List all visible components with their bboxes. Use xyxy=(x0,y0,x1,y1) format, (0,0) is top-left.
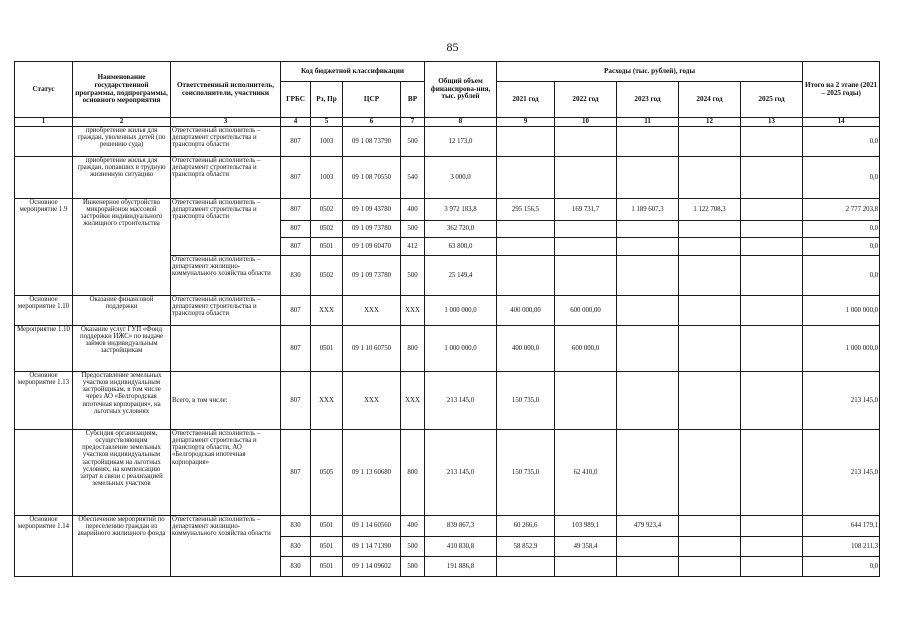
row-itogo: 644 179,1 xyxy=(803,516,880,537)
row-2023 xyxy=(617,557,679,577)
row-2023 xyxy=(617,238,679,256)
row-grbs: 830 xyxy=(281,256,311,296)
row-rzpr: 1003 xyxy=(311,157,343,199)
header-expenses: Расходы (тыс. рублей), годы xyxy=(497,62,803,82)
row-name: Оказание услуг ГУП «Фонд поддержки ИЖС» по выдаче займов индивидуальным застройщикам xyxy=(73,326,171,372)
row-2024 xyxy=(679,256,741,296)
column-number: 14 xyxy=(803,118,880,127)
row-rzpr: 0501 xyxy=(311,537,343,557)
header-grbs: ГРБС xyxy=(281,82,311,118)
row-csr: 09 1 10 60750 xyxy=(343,326,401,372)
row-2024 xyxy=(679,430,741,516)
row-vr: XXX xyxy=(401,296,425,326)
row-2022: 62 410,0 xyxy=(555,430,617,516)
header-2025: 2025 год xyxy=(741,82,803,118)
page-number: 85 xyxy=(446,40,459,54)
row-2023 xyxy=(617,326,679,372)
header-2022: 2022 год xyxy=(555,82,617,118)
row-vr: 400 xyxy=(401,516,425,537)
row-rzpr: XXX xyxy=(311,296,343,326)
row-rzpr: 0501 xyxy=(311,557,343,577)
row-2022: 169 731,7 xyxy=(555,199,617,221)
row-executor xyxy=(171,326,281,372)
row-2022 xyxy=(555,157,617,199)
column-number: 2 xyxy=(73,118,171,127)
row-csr: 09 1 08 73790 xyxy=(343,127,401,157)
row-2024 xyxy=(679,221,741,238)
row-vr: XXX xyxy=(401,372,425,430)
row-2025 xyxy=(741,537,803,557)
row-rzpr: 0502 xyxy=(311,256,343,296)
row-vr: 800 xyxy=(401,326,425,372)
row-vr: 500 xyxy=(401,127,425,157)
row-vr: 400 xyxy=(401,199,425,221)
row-itogo: 0,0 xyxy=(803,557,880,577)
row-2022 xyxy=(555,238,617,256)
row-2025 xyxy=(741,199,803,221)
row-total: 213 145,0 xyxy=(425,372,497,430)
table-row xyxy=(15,199,880,221)
column-number: 8 xyxy=(425,118,497,127)
row-2025 xyxy=(741,430,803,516)
header-rzpr: Рз, Пр xyxy=(311,82,343,118)
row-vr: 500 xyxy=(401,256,425,296)
row-grbs: 807 xyxy=(281,372,311,430)
row-csr: XXX xyxy=(343,296,401,326)
row-grbs: 830 xyxy=(281,557,311,577)
row-2023 xyxy=(617,157,679,199)
header-total-volume: Общий объем финансирова-ния, тыс. рублей xyxy=(425,62,497,118)
column-number: 4 xyxy=(281,118,311,127)
row-status: Основное мероприятие 1.10 xyxy=(15,296,73,326)
row-name: приобретение жилья для граждан, попавших в трудную жизненную ситуацию xyxy=(73,157,171,199)
row-itogo: 0,0 xyxy=(803,157,880,199)
column-numbers-row xyxy=(15,118,880,127)
row-total: 410 830,8 xyxy=(425,537,497,557)
row-2022 xyxy=(555,221,617,238)
row-vr: 800 xyxy=(401,430,425,516)
row-csr: 09 1 13 60680 xyxy=(343,430,401,516)
header-2023: 2023 год xyxy=(617,82,679,118)
row-2022 xyxy=(555,372,617,430)
row-2021 xyxy=(497,157,555,199)
row-executor: Ответственный исполнитель – департамент строительства и транспорта области xyxy=(171,157,281,199)
column-number: 7 xyxy=(401,118,425,127)
row-itogo: 1 000 000,0 xyxy=(803,296,880,326)
row-total: 63 800,0 xyxy=(425,238,497,256)
row-2025 xyxy=(741,557,803,577)
row-csr: 09 1 09 43780 xyxy=(343,199,401,221)
row-2023: 1 189 607,3 xyxy=(617,199,679,221)
row-2021: 58 852,9 xyxy=(497,537,555,557)
row-grbs: 807 xyxy=(281,199,311,221)
row-2021: 400 000,0 xyxy=(497,326,555,372)
row-2025 xyxy=(741,127,803,157)
row-2022: 49 358,4 xyxy=(555,537,617,557)
header-2024: 2024 год xyxy=(679,82,741,118)
row-name: приобретение жилья для граждан, уволенных детей (по решению суда) xyxy=(73,127,171,157)
row-2021 xyxy=(497,256,555,296)
row-2023 xyxy=(617,127,679,157)
row-itogo: 213 145,0 xyxy=(803,372,880,430)
row-grbs: 830 xyxy=(281,537,311,557)
row-2021: 400 000,00 xyxy=(497,296,555,326)
row-status xyxy=(15,430,73,516)
row-status: Основное мероприятие 1.13 xyxy=(15,372,73,430)
row-name: Субсидия организациям, осуществляющим предоставление земельных участков индивидуальным застройщикам на льготных условиях, на компенсацию затрат в связи с реализацией земельных участков xyxy=(73,430,171,516)
row-grbs: 807 xyxy=(281,326,311,372)
row-total: 191 886,8 xyxy=(425,557,497,577)
row-grbs: 807 xyxy=(281,221,311,238)
row-2024 xyxy=(679,238,741,256)
row-itogo: 0,0 xyxy=(803,221,880,238)
row-executor: Ответственный исполнитель – департамент строительства и транспорта области xyxy=(171,199,281,256)
row-2023 xyxy=(617,296,679,326)
row-rzpr: 0501 xyxy=(311,238,343,256)
row-2021: 150 735,0 xyxy=(497,372,555,430)
row-total: 25 149,4 xyxy=(425,256,497,296)
row-total: 12 173,0 xyxy=(425,127,497,157)
row-grbs: 807 xyxy=(281,157,311,199)
row-2023 xyxy=(617,430,679,516)
table-row xyxy=(15,516,880,537)
row-2024 xyxy=(679,537,741,557)
row-2022 xyxy=(555,557,617,577)
row-rzpr: 0505 xyxy=(311,430,343,516)
column-number: 10 xyxy=(555,118,617,127)
row-csr: 09 1 09 60470 xyxy=(343,238,401,256)
row-rzpr: 1003 xyxy=(311,127,343,157)
column-number: 3 xyxy=(171,118,281,127)
row-rzpr: 0501 xyxy=(311,326,343,372)
row-2025 xyxy=(741,221,803,238)
row-2024 xyxy=(679,157,741,199)
header-status: Статус xyxy=(15,62,73,118)
row-executor: Ответственный исполнитель – департамент строительства и транспорта области xyxy=(171,296,281,326)
column-number: 12 xyxy=(679,118,741,127)
table-row xyxy=(15,127,880,157)
row-total: 213 145,0 xyxy=(425,430,497,516)
row-2023 xyxy=(617,221,679,238)
row-rzpr: 0502 xyxy=(311,221,343,238)
header-name: Наименование государственной программы, подпрограммы, основного мероприятия xyxy=(73,62,171,118)
row-csr: XXX xyxy=(343,372,401,430)
row-total: 1 000 000,0 xyxy=(425,326,497,372)
row-2021: 60 266,6 xyxy=(497,516,555,537)
row-2025 xyxy=(741,256,803,296)
row-executor: Ответственный исполнитель – департамент жилищно-коммунального хозяйства области xyxy=(171,256,281,296)
column-number: 13 xyxy=(741,118,803,127)
table-row xyxy=(15,326,880,372)
row-itogo: 0,0 xyxy=(803,127,880,157)
row-vr: 540 xyxy=(401,157,425,199)
row-2023: 479 923,4 xyxy=(617,516,679,537)
row-rzpr: XXX xyxy=(311,372,343,430)
row-2025 xyxy=(741,238,803,256)
row-2022: 600 000,0 xyxy=(555,326,617,372)
row-2021 xyxy=(497,238,555,256)
row-vr: 500 xyxy=(401,557,425,577)
row-2022: 600 000,00 xyxy=(555,296,617,326)
row-executor: Ответственный исполнитель – департамент строительства и транспорта области, АО «Белгородская ипотечная корпорация» xyxy=(171,430,281,516)
row-grbs: 807 xyxy=(281,430,311,516)
header-executor: Ответственный исполнитель, соисполнители, участники xyxy=(171,62,281,118)
row-csr: 09 1 08 70550 xyxy=(343,157,401,199)
row-2024: 1 122 708,3 xyxy=(679,199,741,221)
row-csr: 09 1 14 71390 xyxy=(343,537,401,557)
row-grbs: 807 xyxy=(281,296,311,326)
row-2025 xyxy=(741,372,803,430)
row-itogo: 2 777 203,8 xyxy=(803,199,880,221)
budget-table xyxy=(14,61,880,577)
table-row xyxy=(15,430,880,516)
row-2024 xyxy=(679,127,741,157)
column-number: 6 xyxy=(343,118,401,127)
header-csr: ЦСР xyxy=(343,82,401,118)
table-row xyxy=(15,372,880,430)
row-csr: 09 1 14 60560 xyxy=(343,516,401,537)
row-2021 xyxy=(497,221,555,238)
row-2023 xyxy=(617,537,679,557)
row-name: Инженерное обустройство микрорайонов массовой застройки индивидуального жилищного строительства xyxy=(73,199,171,296)
row-2024 xyxy=(679,326,741,372)
row-grbs: 807 xyxy=(281,127,311,157)
row-executor: Ответственный исполнитель – департамент строительства и транспорта области xyxy=(171,127,281,157)
row-2024 xyxy=(679,516,741,537)
row-vr: 500 xyxy=(401,221,425,238)
row-rzpr: 0502 xyxy=(311,199,343,221)
row-executor: Ответственный исполнитель – департамент жилищно-коммунального хозяйства области xyxy=(171,516,281,577)
row-2024 xyxy=(679,372,741,430)
row-2025 xyxy=(741,516,803,537)
row-status: Основное мероприятие 1.14 xyxy=(15,516,73,577)
row-name: Оказание финансовой поддержки xyxy=(73,296,171,326)
table-row xyxy=(15,296,880,326)
row-status: Мероприятие 1.10 xyxy=(15,326,73,372)
row-total: 362 720,0 xyxy=(425,221,497,238)
row-2022 xyxy=(555,127,617,157)
header-2021: 2021 год xyxy=(497,82,555,118)
row-name: Предоставление земельных участков индивидуальным застройщикам, в том числе через АО «Белгородская ипотечная корпорация», на льготных условиях xyxy=(73,372,171,430)
row-vr: 412 xyxy=(401,238,425,256)
column-number: 11 xyxy=(617,118,679,127)
row-executor: Всего, в том числе: xyxy=(171,372,281,430)
row-grbs: 830 xyxy=(281,516,311,537)
row-2025 xyxy=(741,326,803,372)
column-number: 9 xyxy=(497,118,555,127)
row-2024 xyxy=(679,557,741,577)
row-2021: 295 156,5 xyxy=(497,199,555,221)
row-itogo: 1 000 000,0 xyxy=(803,326,880,372)
row-total: 839 867,3 xyxy=(425,516,497,537)
row-itogo: 0,0 xyxy=(803,256,880,296)
column-number: 5 xyxy=(311,118,343,127)
row-itogo: 108 211,3 xyxy=(803,537,880,557)
row-status: Основное мероприятие 1.9 xyxy=(15,199,73,296)
column-number: 1 xyxy=(15,118,73,127)
row-2022: 103 989,1 xyxy=(555,516,617,537)
row-2023 xyxy=(617,256,679,296)
row-2021 xyxy=(497,557,555,577)
row-status xyxy=(15,157,73,199)
row-name: Обеспечение мероприятий по переселению граждан из аварийного жилищного фонда xyxy=(73,516,171,577)
row-total: 3 000,0 xyxy=(425,157,497,199)
row-2024 xyxy=(679,296,741,326)
header-vr: ВР xyxy=(401,82,425,118)
row-2022 xyxy=(555,256,617,296)
row-2021: 150 735,0 xyxy=(497,430,555,516)
row-csr: 09 1 09 73780 xyxy=(343,221,401,238)
row-rzpr: 0501 xyxy=(311,516,343,537)
row-total: 3 972 183,8 xyxy=(425,199,497,221)
row-2023 xyxy=(617,372,679,430)
header-kbk: Код бюджетной классификации xyxy=(281,62,425,82)
row-vr: 500 xyxy=(401,537,425,557)
row-itogo: 0,0 xyxy=(803,238,880,256)
row-2021 xyxy=(497,127,555,157)
row-grbs: 807 xyxy=(281,238,311,256)
table-row xyxy=(15,157,880,199)
row-csr: 09 1 09 73780 xyxy=(343,256,401,296)
row-csr: 09 1 14 09602 xyxy=(343,557,401,577)
row-2025 xyxy=(741,296,803,326)
row-total: 1 000 000,0 xyxy=(425,296,497,326)
header-total-stage: Итого на 2 этапе (2021 – 2025 годы) xyxy=(803,62,880,118)
row-itogo: 213 145,0 xyxy=(803,430,880,516)
row-2025 xyxy=(741,157,803,199)
row-status xyxy=(15,127,73,157)
